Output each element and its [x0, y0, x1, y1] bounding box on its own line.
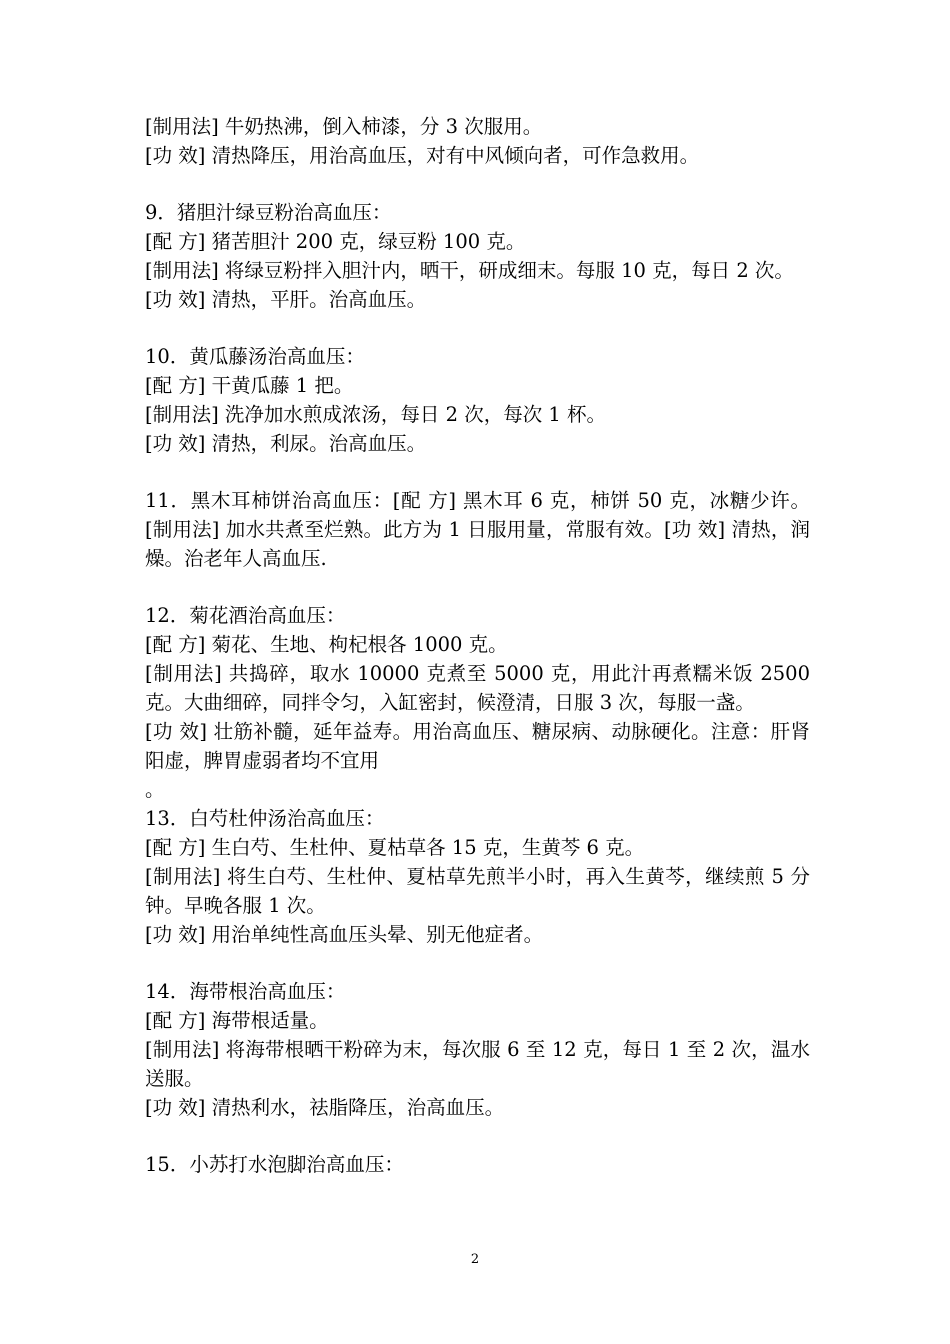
- text-line: [制用法] 共捣碎，取水 10000 克煮至 5000 克，用此汁再煮糯米饭 2500 克。大曲细碎，同拌令匀，入缸密封，候澄清，日服 3 次，每服一盏。: [145, 662, 810, 714]
- text-line: [功 效] 用治单纯性高血压头晕、别无他症者。: [145, 923, 544, 946]
- text-line: [功 效] 清热利水，祛脂降压，治高血压。: [145, 1096, 505, 1119]
- paragraph-gap: [145, 1122, 810, 1150]
- text-line: [配 方] 猪苦胆汁 200 克，绿豆粉 100 克。: [145, 230, 526, 253]
- text-line: [制用法] 将生白芍、生杜仲、夏枯草先煎半小时，再入生黄芩，继续煎 5 分钟。早晚各服 1 次。: [145, 865, 810, 917]
- text-line: 14．海带根治高血压：: [145, 980, 346, 1003]
- text-line: [制用法] 洗净加水煎成浓汤，每日 2 次，每次 1 杯。: [145, 403, 607, 426]
- page-number: 2: [470, 1252, 480, 1267]
- text-line: 10．黄瓜藤汤治高血压：: [145, 345, 365, 368]
- text-line: 13．白芍杜仲汤治高血压：: [145, 807, 385, 830]
- text-line: [制用法] 将绿豆粉拌入胆汁内，晒干，研成细末。每服 10 克，每日 2 次。: [145, 259, 794, 282]
- text-line: 9．猪胆汁绿豆粉治高血压：: [145, 201, 392, 224]
- text-line: 12．菊花酒治高血压：: [145, 604, 346, 627]
- text-line: 。: [145, 778, 165, 801]
- paragraph-gap: [145, 949, 810, 977]
- paragraph-gap: [145, 573, 810, 601]
- text-line: [制用法] 将海带根晒干粉碎为末，每次服 6 至 12 克，每日 1 至 2 次，温水送服。: [145, 1038, 810, 1090]
- text-line: [配 方] 菊花、生地、枸杞根各 1000 克。: [145, 633, 508, 656]
- text-line: [配 方] 生白芍、生杜仲、夏枯草各 15 克，生黄芩 6 克。: [145, 836, 645, 859]
- text-line: [配 方] 干黄瓜藤 1 把。: [145, 374, 354, 397]
- text-line: 15．小苏打水泡脚治高血压：: [145, 1153, 404, 1176]
- text-line: [功 效] 清热，利尿。治高血压。: [145, 432, 427, 455]
- paragraph-gap: [145, 170, 810, 198]
- text-line: [功 效] 壮筋补髓，延年益寿。用治高血压、糖尿病、动脉硬化。注意：肝肾阳虚，脾胃虚弱者均不宜用: [145, 720, 810, 772]
- text-line: [功 效] 清热降压，用治高血压，对有中风倾向者，可作急救用。: [145, 144, 700, 167]
- text-line: [功 效] 清热，平肝。治高血压。: [145, 288, 427, 311]
- text-line: [配 方] 海带根适量。: [145, 1009, 329, 1032]
- paragraph-gap: [145, 458, 810, 486]
- paragraph-gap: [145, 314, 810, 342]
- document-body: [145, 112, 810, 1179]
- text-line: [制用法] 牛奶热沸，倒入柿漆，分 3 次服用。: [145, 115, 543, 138]
- text-line: 11．黑木耳柿饼治高血压：[配 方] 黑木耳 6 克，柿饼 50 克，冰糖少许。[制用法] 加水共煮至烂熟。此方为 1 日服用量，常服有效。[功 效] 清热，润燥。治老年人高血压.: [145, 489, 810, 570]
